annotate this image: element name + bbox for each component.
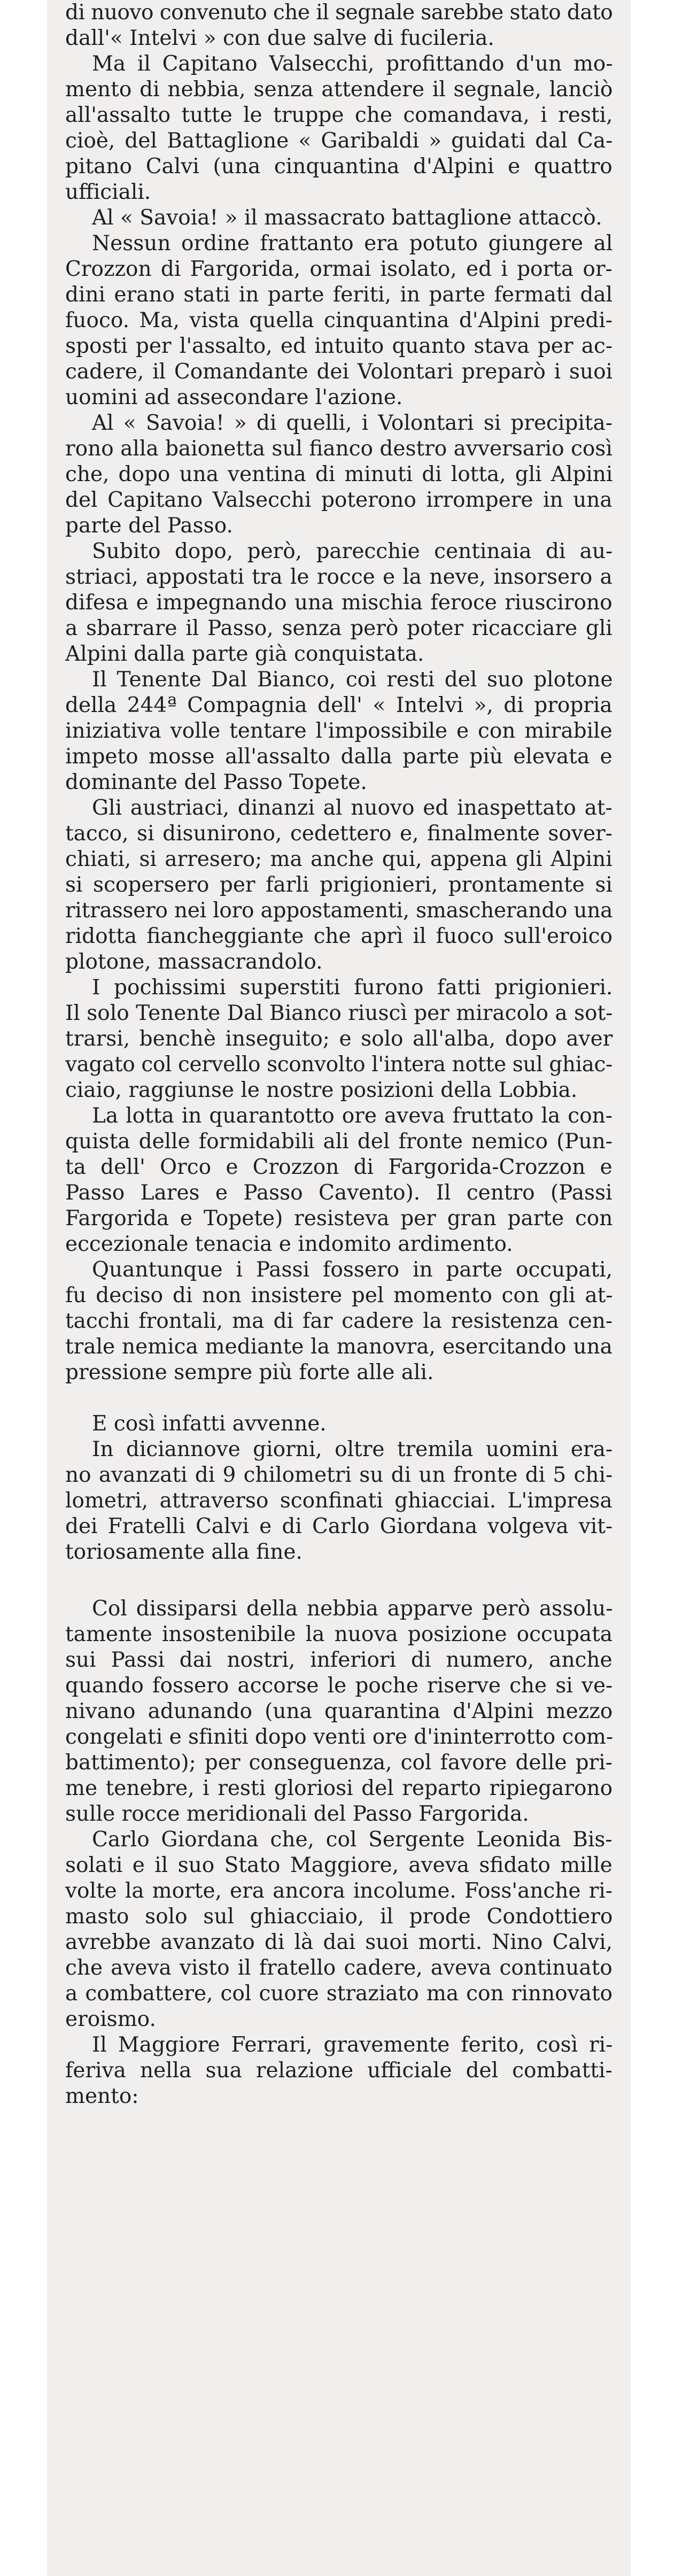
text-line: I pochissimi superstiti furono fatti prigionieri. bbox=[92, 976, 613, 1000]
text-line: ciaio, raggiunse le nostre posizioni della Lobbia. bbox=[65, 1078, 578, 1102]
text-line: eccezionale tenacia e indomito ardimento. bbox=[65, 1232, 513, 1256]
text-line: all'assalto tutte le truppe che comandava, i resti, bbox=[65, 103, 613, 127]
text-line: Nessun ordine frattanto era potuto giungere al bbox=[92, 231, 613, 256]
text-line: eroismo. bbox=[65, 2007, 156, 2031]
text-line: rono alla baionetta sul fianco destro avversario così bbox=[65, 437, 613, 461]
text-line: tacco, si disunirono, cedettero e, finalmente sover- bbox=[65, 822, 613, 846]
text-line: quando fossero accorse le poche riserve che si ve- bbox=[65, 1674, 613, 1698]
text-line: masto solo sul ghiacciaio, il prode Condottiero bbox=[65, 1905, 613, 1929]
text-line: dei Fratelli Calvi e di Carlo Giordana volgeva vit- bbox=[65, 1514, 613, 1538]
paragraph bbox=[65, 205, 613, 231]
text-line: avrebbe avanzato di là dai suoi morti. Nino Calvi, bbox=[65, 1930, 613, 1954]
text-line: ta dell' Orco e Crozzon di Fargorida-Crozzon e bbox=[65, 1155, 613, 1179]
text-line: Il Maggiore Ferrari, gravemente ferito, così ri- bbox=[92, 2033, 613, 2057]
paragraph bbox=[65, 1827, 613, 2032]
text-line: impeto mosse all'assalto dalla parte più elevata e bbox=[65, 745, 613, 769]
text-line: lometri, attraverso sconfinati ghiacciai. L'impresa bbox=[65, 1489, 613, 1513]
text-line: che, dopo una ventina di minuti di lotta, gli Alpini bbox=[65, 462, 613, 486]
text-line: sui Passi dai nostri, inferiori di numero, anche bbox=[65, 1648, 613, 1672]
text-line: parte del Passo. bbox=[65, 514, 233, 538]
text-line: solati e il suo Stato Maggiore, aveva sfidato mille bbox=[65, 1853, 613, 1877]
text-line: del Capitano Valsecchi poterono irrompere in una bbox=[65, 488, 613, 512]
text-line: striaci, appostati tra le rocce e la neve, insorsero a bbox=[65, 565, 613, 589]
text-line: Passo Lares e Passo Cavento). Il centro (Passi bbox=[65, 1181, 613, 1205]
text-line: mento di nebbia, senza attendere il segnale, lanciò bbox=[65, 78, 613, 102]
paragraph bbox=[65, 1411, 613, 1437]
text-line: dominante del Passo Topete. bbox=[65, 770, 367, 794]
text-line: Carlo Giordana che, col Sergente Leonida Bis- bbox=[92, 1828, 613, 1852]
book-page bbox=[47, 0, 631, 2576]
text-line: congelati e sfiniti dopo venti ore d'ininterrotto com- bbox=[65, 1725, 614, 1749]
text-line: Gli austriaci, dinanzi al nuovo ed inaspettato at- bbox=[92, 796, 613, 820]
text-line: Al « Savoia! » il massacrato battaglione attaccò. bbox=[92, 206, 602, 230]
text-line: si scopersero per farli prigionieri, prontamente si bbox=[65, 873, 613, 897]
text-line: sulle rocce meridionali del Passo Fargorida. bbox=[65, 1802, 529, 1826]
text-line: ritrassero nei loro appostamenti, smascherando una bbox=[65, 899, 613, 923]
text-line: La lotta in quarantotto ore aveva fruttato la con- bbox=[92, 1104, 613, 1128]
text-line: che aveva visto il fratello cadere, aveva continuato bbox=[65, 1956, 613, 1980]
text-line: tamente insostenibile la nuova posizione occupata bbox=[65, 1622, 613, 1646]
text-line: fu deciso di non insistere pel momento con gli at- bbox=[65, 1283, 613, 1308]
paragraph bbox=[65, 1596, 613, 1827]
paragraph bbox=[65, 51, 613, 205]
paragraph bbox=[65, 795, 613, 975]
text-line: difesa e impegnando una mischia feroce riuscirono bbox=[65, 591, 613, 615]
text-line: no avanzati di 9 chilometri su di un fronte di 5 chi- bbox=[65, 1463, 613, 1487]
text-line: di nuovo convenuto che il segnale sarebbe stato dato bbox=[65, 1, 613, 25]
text-line: Col dissiparsi della nebbia apparve però assolu- bbox=[92, 1597, 613, 1621]
text-line: Crozzon di Fargorida, ormai isolato, ed i porta or- bbox=[65, 257, 613, 281]
text-line: In diciannove giorni, oltre tremila uomini era- bbox=[92, 1437, 613, 1461]
paragraph bbox=[65, 667, 613, 795]
text-line: Il solo Tenente Dal Bianco riuscì per miracolo a sot- bbox=[65, 1001, 613, 1025]
paragraph bbox=[65, 2032, 613, 2109]
paragraph bbox=[65, 1257, 613, 1386]
paragraph bbox=[65, 1437, 613, 1565]
text-line: E così infatti avvenne. bbox=[92, 1412, 327, 1436]
text-line: cioè, del Battaglione « Garibaldi » guidati dal Ca- bbox=[65, 129, 613, 153]
text-line: trale nemica mediante la manovra, esercitando una bbox=[65, 1335, 613, 1359]
paragraph bbox=[65, 1103, 613, 1257]
text-body bbox=[65, 0, 613, 2109]
text-line: dall'« Intelvi » con due salve di fucileria. bbox=[65, 26, 494, 50]
text-line: Alpini dalla parte già conquistata. bbox=[65, 642, 424, 666]
text-line: me tenebre, i resti gloriosi del reparto ripiegarono bbox=[65, 1776, 613, 1800]
text-line: volte la morte, era ancora incolume. Foss'anche ri- bbox=[65, 1879, 613, 1903]
text-line: fuoco. Ma, vista quella cinquantina d'Alpini predi- bbox=[65, 308, 613, 332]
paragraph bbox=[65, 411, 613, 539]
section-gap bbox=[65, 1565, 613, 1596]
text-line: pitano Calvi (una cinquantina d'Alpini e quattro bbox=[65, 154, 613, 179]
text-line: Fargorida e Topete) resisteva per gran parte con bbox=[65, 1206, 613, 1231]
text-line: a combattere, col cuore straziato ma con rinnovato bbox=[65, 1982, 613, 2006]
text-line: ridotta fiancheggiante che aprì il fuoco sull'eroico bbox=[65, 924, 613, 948]
text-line: vagato col cervello sconvolto l'intera notte sul ghiac- bbox=[65, 1053, 613, 1077]
paragraph bbox=[65, 231, 613, 411]
text-line: Il Tenente Dal Bianco, coi resti del suo plotone bbox=[92, 668, 613, 692]
paragraph bbox=[65, 975, 613, 1103]
text-line: feriva nella sua relazione ufficiale del combatti- bbox=[65, 2059, 613, 2083]
text-line: ufficiali. bbox=[65, 180, 151, 204]
paragraph bbox=[65, 539, 613, 667]
text-line: pressione sempre più forte alle ali. bbox=[65, 1360, 434, 1384]
text-line: Subito dopo, però, parecchie centinaia di au- bbox=[92, 539, 613, 563]
paragraph bbox=[65, 0, 613, 51]
text-line: toriosamente alla fine. bbox=[65, 1540, 303, 1564]
text-line: quista delle formidabili ali del fronte nemico (Pun- bbox=[65, 1130, 613, 1154]
text-line: uomini ad assecondare l'azione. bbox=[65, 385, 403, 409]
text-line: iniziativa volle tentare l'impossibile e con mirabile bbox=[65, 719, 613, 743]
text-line: della 244ª Compagnia dell' « Intelvi », di propria bbox=[65, 693, 613, 717]
text-line: mento: bbox=[65, 2084, 139, 2108]
text-line: Quantunque i Passi fossero in parte occupati, bbox=[92, 1258, 613, 1282]
text-line: tacchi frontali, ma di far cadere la resistenza cen- bbox=[65, 1309, 613, 1333]
text-line: Ma il Capitano Valsecchi, profittando d'un mo- bbox=[92, 52, 613, 76]
text-line: Al « Savoia! » di quelli, i Volontari si precipita- bbox=[92, 411, 613, 435]
text-line: cadere, il Comandante dei Volontari preparò i suoi bbox=[65, 360, 613, 384]
section-gap bbox=[65, 1386, 613, 1411]
text-line: a sbarrare il Passo, senza però poter ricacciare gli bbox=[65, 616, 613, 640]
text-line: dini erano stati in parte feriti, in parte fermati dal bbox=[65, 283, 613, 307]
text-line: battimento); per conseguenza, col favore delle pri- bbox=[65, 1751, 613, 1775]
text-line: trarsi, benchè inseguito; e solo all'alba, dopo aver bbox=[65, 1027, 613, 1051]
text-line: sposti per l'assalto, ed intuito quanto stava per ac- bbox=[65, 334, 613, 358]
text-line: nivano adunando (una quarantina d'Alpini mezzo bbox=[65, 1699, 613, 1723]
text-line: chiati, si arresero; ma anche qui, appena gli Alpini bbox=[65, 847, 613, 871]
text-line: plotone, massacrandolo. bbox=[65, 950, 323, 974]
